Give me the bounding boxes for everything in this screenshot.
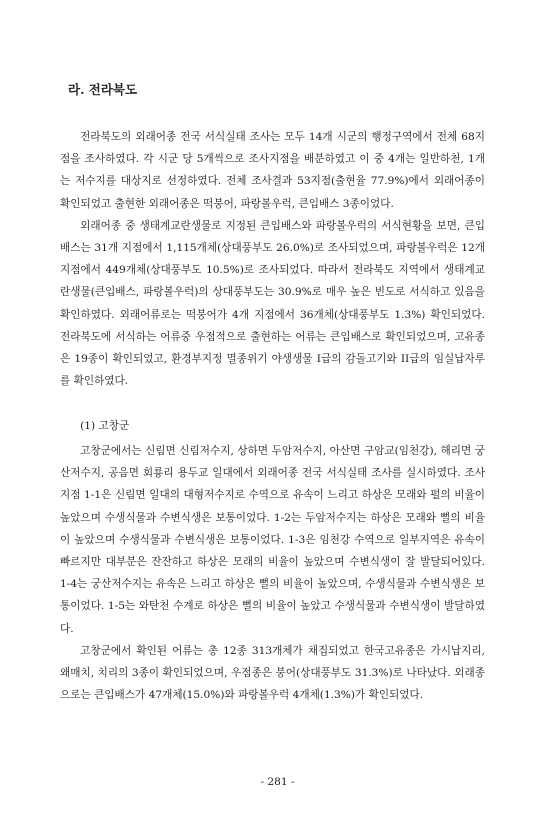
subsection-body [60,440,485,706]
paragraph: 전라북도의 외래어종 전국 서식실태 조사는 모두 14개 시군의 행정구역에서 전체 68지점을 조사하였다. 각 시군 당 5개씩으로 조사지점을 배분하였고 이 중 4개는 일반하천, 1개는 저수지를 대상지로 선정하였다. 전체 조사결과 53지점(출현율 77.9%)에서 외래어종이 확인되었고 출현한 외래어종은 떡붕어, 파랑볼우럭, 큰입배스 3종이었다. [60,131,485,210]
paragraph: 고창군에서는 신림면 신림저수지, 상하면 두암저수지, 아산면 구암교(임천강), 해리면 궁산저수지, 공음면 회룡리 용두교 일대에서 외래어종 전국 서식실태 조사를 실시하였다. 조사지점 1-1은 신림면 일대의 대형저수지로 수역으로 유속이 느리고 하상은 모래와 펄의 비율이 높았으며 수생식물과 수변식생은 보통이었다. 1-2는 두암저수지는 하상은 모래와 뻘의 비율이 높았으며 수생식물과 수변식생은 보통이었다. 1-3은 임천강 수역으로 일부지역은 유속이 빠르지만 대부분은 잔잔하고 하상은 모래의 비율이 높았으며 수변식생이 잘 발달되어있다. 1-4는 궁산저수지는 유속은 느리고 하상은 뻘의 비율이 높았으며, 수생식물과 수변식생은 보통이었다. 1-5는 와탄천 수계로 하상은 뻘의 비율이 높았고 수생식물과 수변식생이 발달하였다. [60,445,485,635]
paragraph: 고창군에서 확인된 어류는 총 12종 313개체가 채집되었고 한국고유종은 가시납지리, 왜매치, 치리의 3종이 확인되었으며, 우점종은 붕어(상대풍부도 31.3%)로 나타났다. 외래종으로는 큰입배스가 47개체(15.0%)와 파랑볼우럭 4개체(1.3%)가 확인되었다. [60,644,485,702]
section-title: 라. 전라북도 [68,82,138,97]
paragraph: 외래어종 중 생태계교란생물로 지정된 큰입배스와 파랑볼우럭의 서식현황을 보면, 큰입배스는 31개 지점에서 1,115개체(상대풍부도 26.0%)로 조사되었으며, 파랑볼우럭은 12개 지점에서 449개체(상대풍부도 10.5%)로 조사되었다. 따라서 전라북도 지역에서 생태계교란생물(큰입배스, 파랑볼우럭)의 상대풍부도는 30.9%로 매우 높은 빈도로 서식하고 있음을 확인하였다. 외래어류로는 떡붕어가 4개 지점에서 36개체(상대풍부도 1.3%) 확인되었다. 전라북도에 서식하는 어류중 우점적으로 출현하는 어류는 큰입배스로 확인되었으며, 고유종은 19종이 확인되었고, 환경부지정 멸종위기 야생생물 I급의 감돌고기와 II급의 임실납자루를 확인하였다. [60,219,485,388]
subsection-title: (1) 고창군 [80,420,130,432]
section-body [60,126,485,392]
page-number: - 281 - [260,776,295,788]
